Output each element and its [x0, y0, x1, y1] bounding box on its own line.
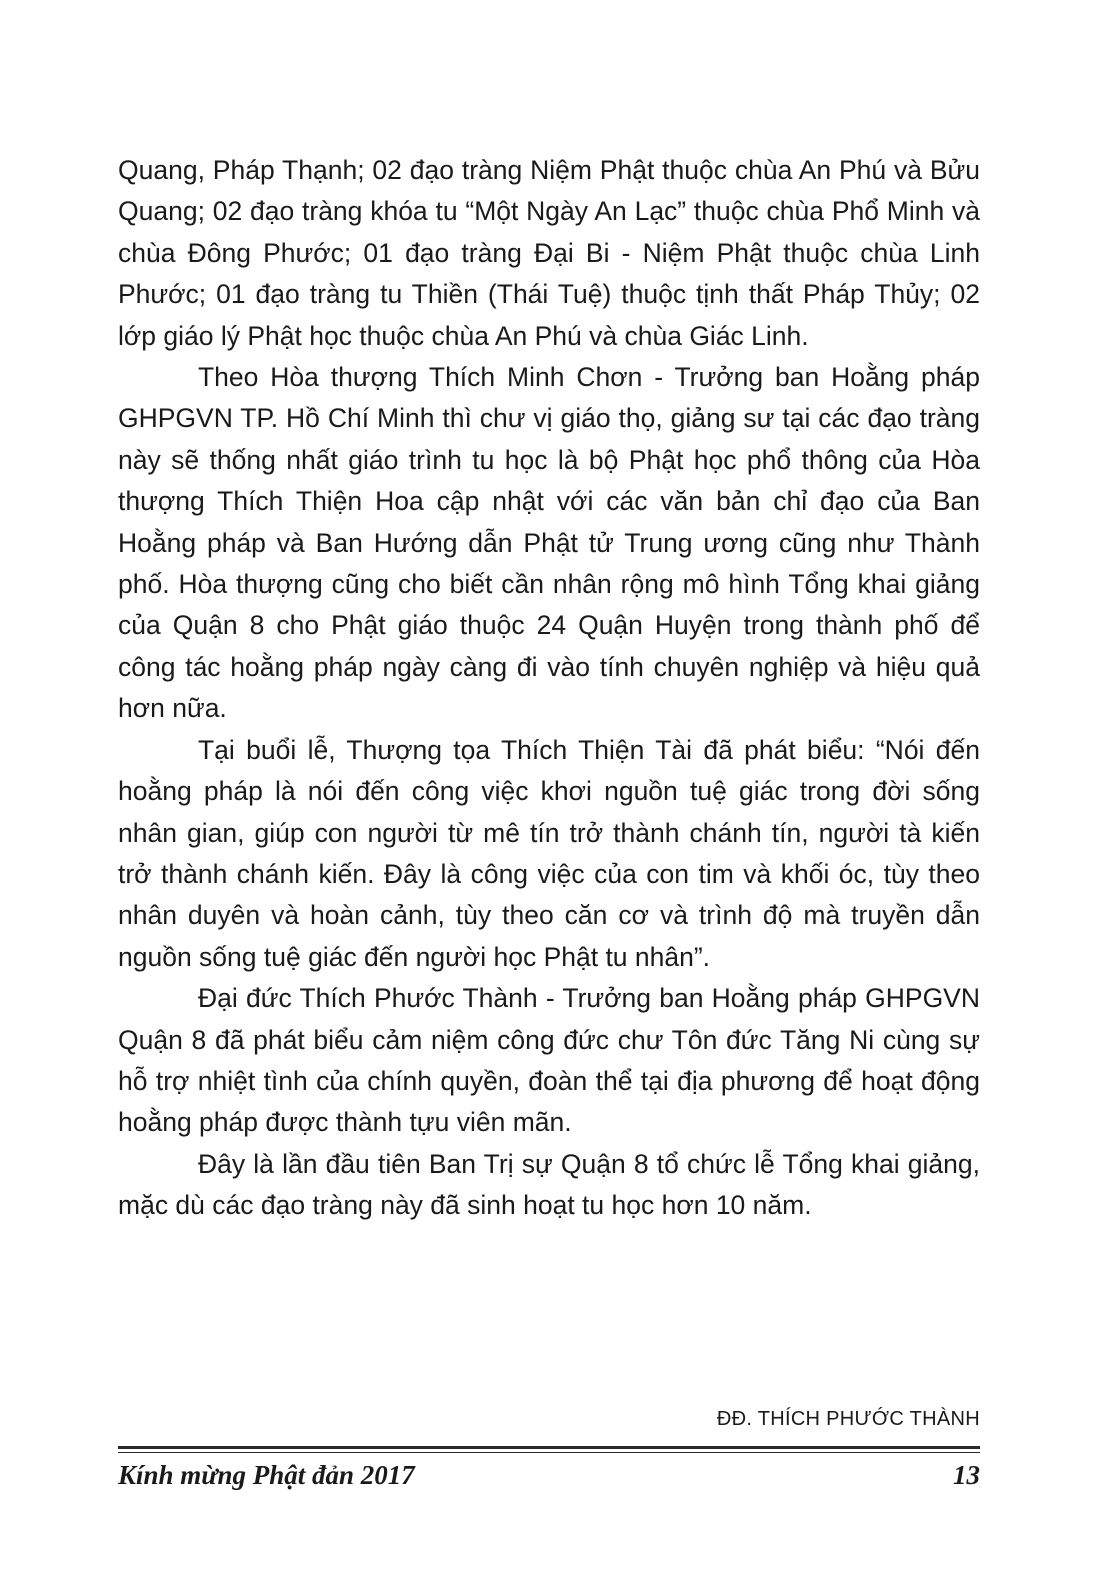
paragraph-phuoc-thanh: Đại đức Thích Phước Thành - Trưởng ban Hoằng pháp GHPGVN Quận 8 đã phát biểu cảm niệm công đức chư Tôn đức Tăng Ni cùng sự hỗ trợ nhiệt tình của chính quyền, đoàn thể tại địa phương để hoạt động hoằng pháp được thành tựu viên mãn. [118, 983, 980, 1138]
footer-rule-thin [118, 1452, 980, 1453]
page-number: 13 [953, 1460, 980, 1490]
paragraph-continuation: Quang, Pháp Thạnh; 02 đạo tràng Niệm Phật thuộc chùa An Phú và Bửu Quang; 02 đạo tràng khóa tu “Một Ngày An Lạc” thuộc chùa Phổ Minh và chùa Đông Phước; 01 đạo tràng Đại Bi - Niệm Phật thuộc chùa Linh Phước; 01 đạo tràng tu Thiền (Thái Tuệ) thuộc tịnh thất Pháp Thủy; 02 lớp giáo lý Phật học thuộc chùa An Phú và chùa Giác Linh. [118, 155, 980, 351]
paragraph-thien-tai: Tại buổi lễ, Thượng tọa Thích Thiện Tài đã phát biểu: “Nói đến hoằng pháp là nói đến công việc khơi nguồn tuệ giác trong đời sống nhân gian, giúp con người từ mê tín trở thành chánh tín, người tà kiến trở thành chánh kiến. Đây là công việc của con tim và khối óc, tùy theo nhân duyên và hoàn cảnh, tùy theo căn cơ và trình độ mà truyền dẫn nguồn sống tuệ giác đến người học Phật tu nhân”. [118, 734, 980, 972]
paragraph-minh-chon: Theo Hòa thượng Thích Minh Chơn - Trưởng ban Hoằng pháp GHPGVN TP. Hồ Chí Minh thì chư vị giáo thọ, giảng sư tại các đạo tràng này sẽ thống nhất giáo trình tu học là bộ Phật học phổ thông của Hòa thượng Thích Thiện Hoa cập nhật với các văn bản chỉ đạo của Ban Hoằng pháp và Ban Hướng dẫn Phật tử Trung ương cũng như Thành phố. Hòa thượng cũng cho biết cần nhân rộng mô hình Tổng khai giảng của Quận 8 cho Phật giáo thuộc 24 Quận Huyện trong thành phố để công tác hoằng pháp ngày càng đi vào tính chuyên nghiệp và hiệu quả hơn nữa. [118, 362, 980, 724]
footer-rule-thick [118, 1446, 980, 1449]
article-body [118, 150, 980, 1227]
author-signature: ĐĐ. THÍCH PHƯỚC THÀNH [716, 1408, 980, 1430]
paragraph-closing: Đây là lần đầu tiên Ban Trị sự Quận 8 tổ chức lễ Tổng khai giảng, mặc dù các đạo tràng này đã sinh hoạt tu học hơn 10 năm. [118, 1148, 980, 1221]
footer-publication-title: Kính mừng Phật đản 2017 [118, 1460, 415, 1490]
